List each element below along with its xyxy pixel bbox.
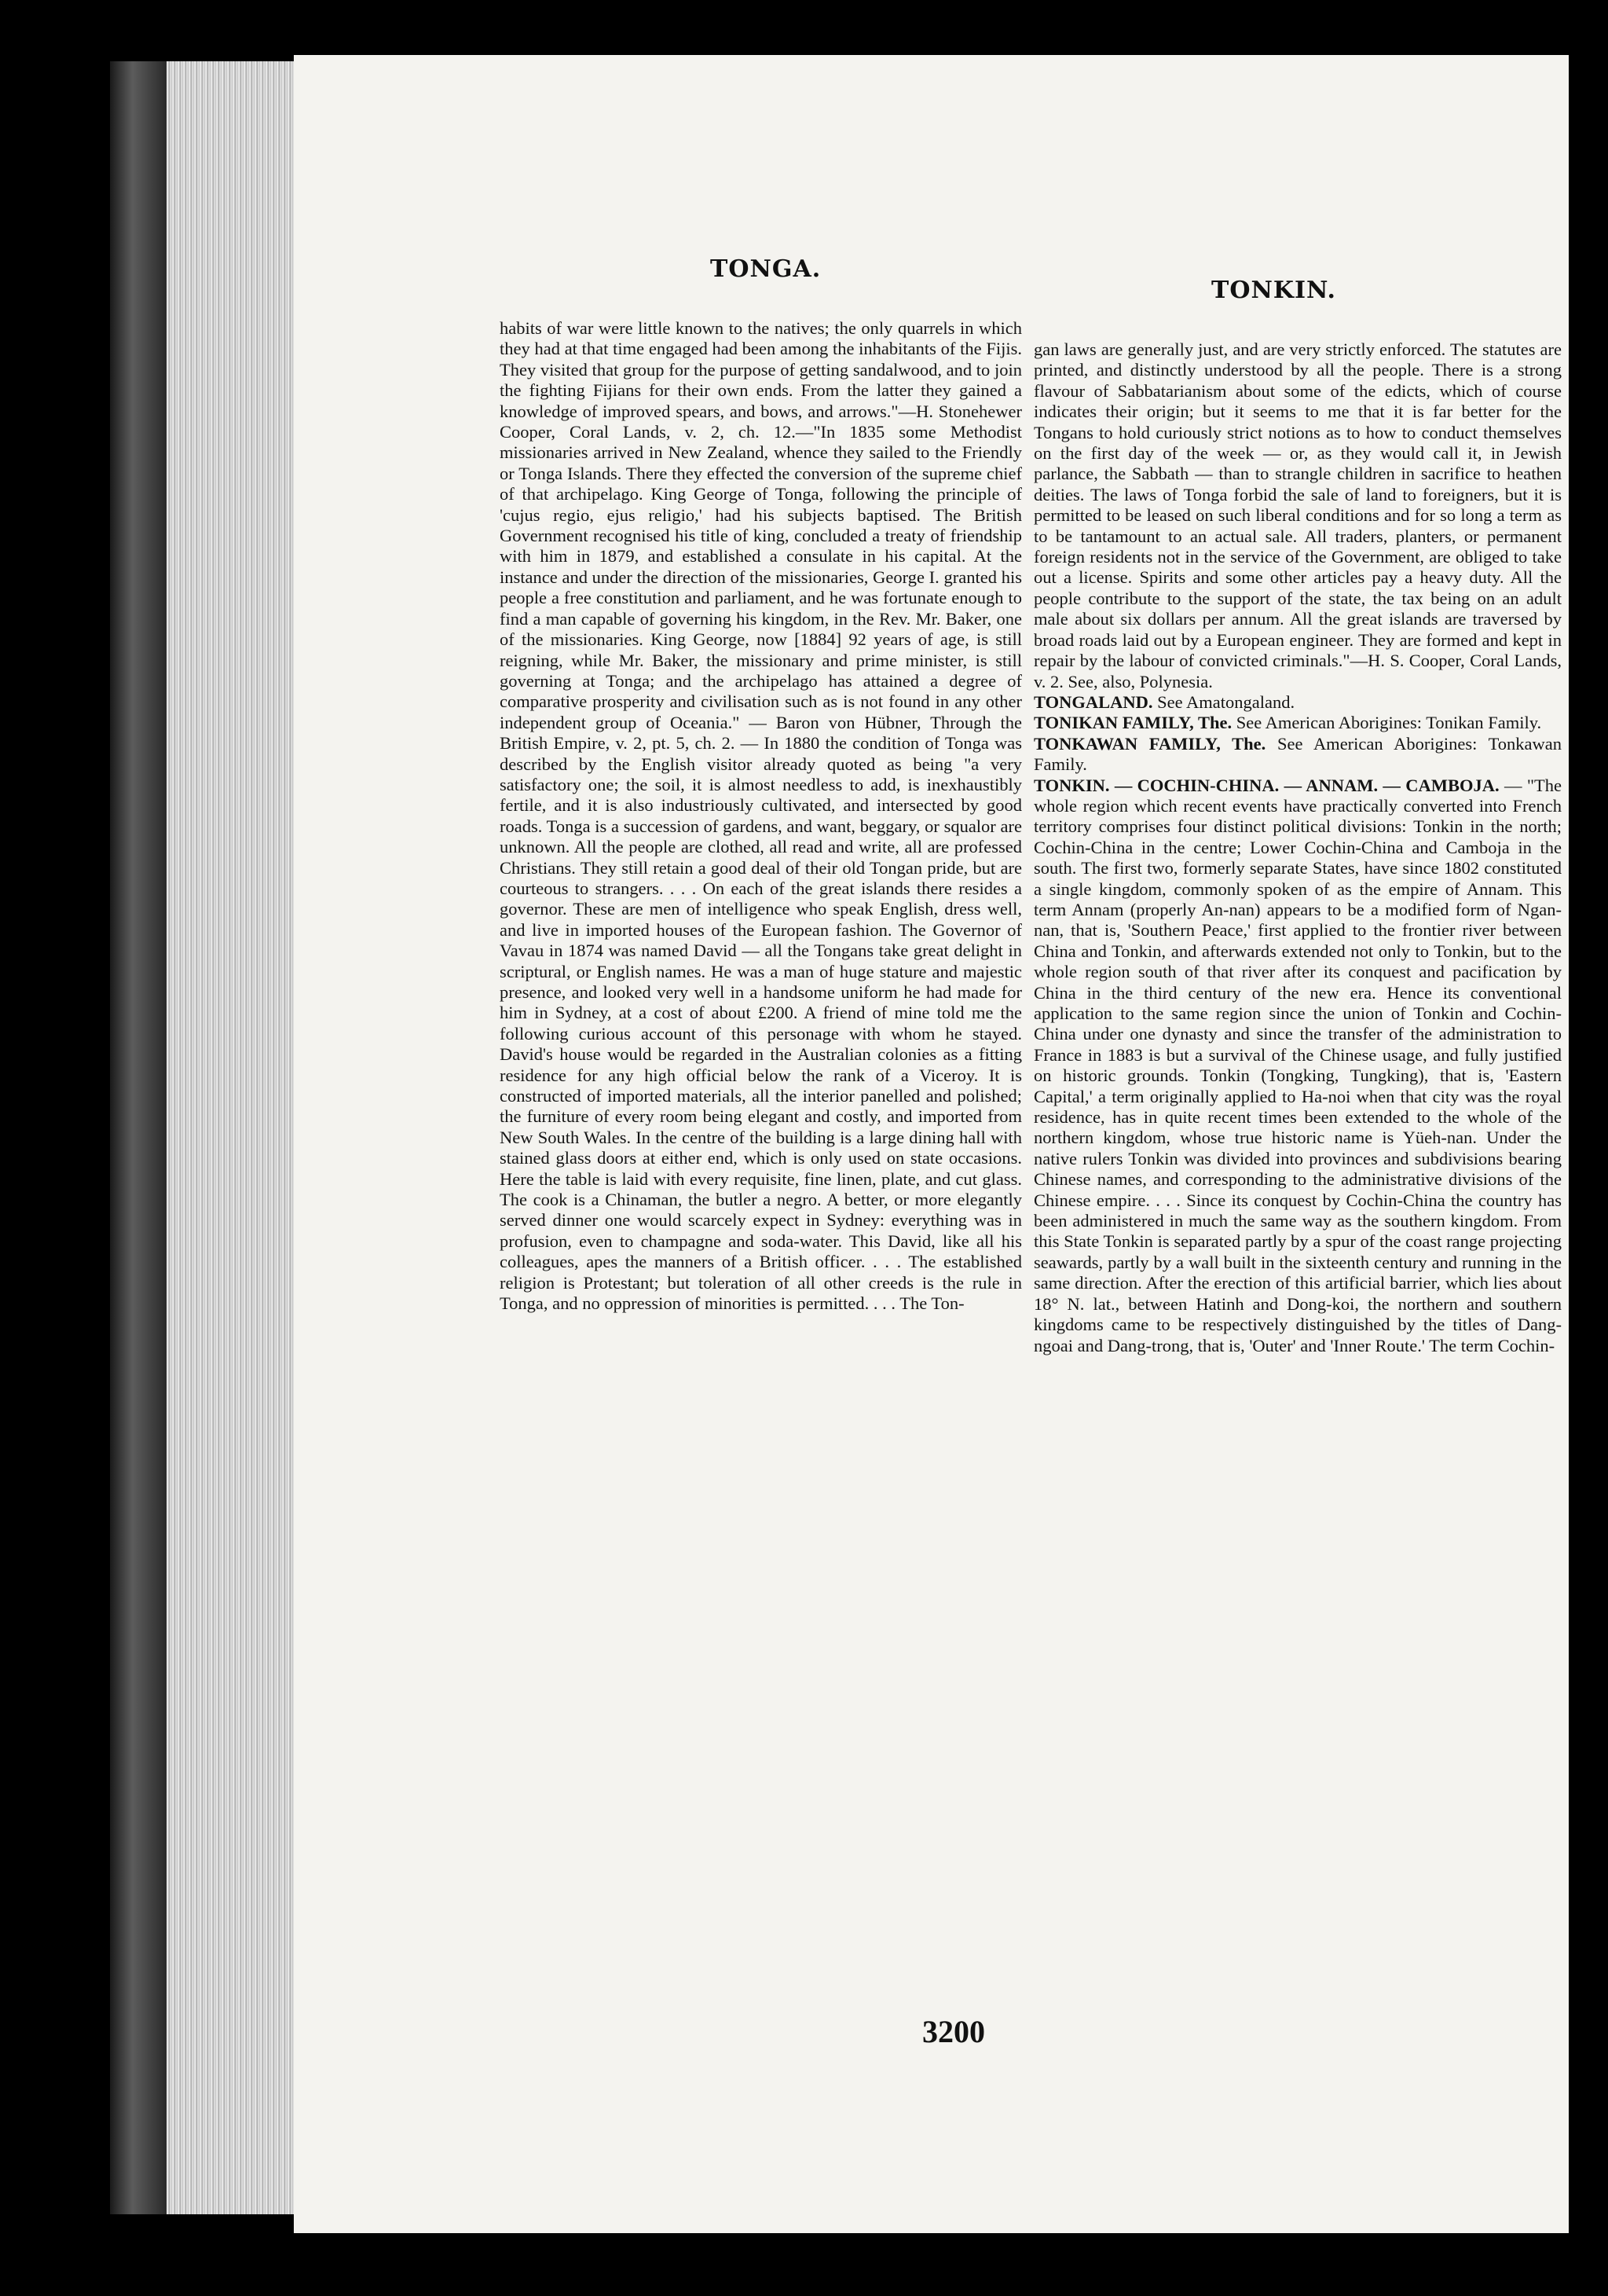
page-edges [167, 61, 294, 2214]
entry-head: TONIKAN FAMILY, The. [1034, 713, 1233, 733]
right-column [1034, 339, 1562, 1356]
entry-tongaland [1034, 692, 1562, 713]
book-spine [110, 61, 167, 2214]
page-number: 3200 [922, 2014, 985, 2049]
running-head-right: TONKIN. [1211, 277, 1336, 304]
entry-tonkin [1034, 776, 1562, 1356]
entry-tonikan-family [1034, 713, 1562, 733]
entry-tonkawan-family [1034, 734, 1562, 776]
entry-head: TONKAWAN FAMILY, The. [1034, 733, 1266, 754]
book-page [294, 55, 1569, 2233]
entry-body: See Amatongaland. [1157, 691, 1295, 712]
left-column-text: habits of war were little known to the natives; the only quarrels in which they had at that time engaged had been among the inhabitants of the Fijis. They visited that group for the purpose of getting sandalwood, and to join the fighting Fijians for their own ends. From the latter they gained a knowledge of improved spears, and bows, and arrows."—H. Stonehewer Cooper, Coral Lands, v. 2, ch. 12.—"In 1835 some Methodist missionaries arrived in New Zealand, whence they sailed to the Friendly or Tonga Islands. There they effected the conversion of the supreme chief of that archipelago. King George of Tonga, following the principle of 'cujus regio, ejus religio,' had his subjects baptised. The British Government recognised his title of king, concluded a treaty of friendship with him in 1879, and established a consulate in his capital. At the instance and under the direction of the missionaries, George I. granted his people a free constitution and parliament, and he was fortunate enough to find a man capable of governing his kingdom, in the Rev. Mr. Baker, one of the missionaries. King George, now [1884] 92 years of age, is still reigning, while Mr. Baker, the missionary and prime minister, is still governing at Tonga; and the archipelago has attained a degree of comparative prosperity and civilisation such as is not found in any other independent group of Oceania." — Baron von Hübner, Through the British Empire, v. 2, pt. 5, ch. 2. — In 1880 the condition of Tonga was described by the English visitor already quoted as being "a very satisfactory one; the soil, it is almost needless to add, is inexhaustibly fertile, and it is also industriously cultivated, and intersected by good roads. Tonga is a succession of gardens, and want, beggary, or squalor are unknown. All the people are clothed, all read and write, all are professed Christians. They still retain a good deal of their old Tongan pride, but are courteous to strangers. . . . On each of the great islands there resides a governor. These are men of intelligence who speak English, dress well, and live in imported houses of the European fashion. The Governor of Vavau in 1874 was named David — all the Tongans take great delight in scriptural, or English names. He was a man of huge stature and majestic presence, and looked very well in a handsome uniform he had made for him in Sydney, at a cost of about £200. A friend of mine told me the following curious account of this personage with whom he stayed. David's house would be regarded in the Australian colonies as a fitting residence for any high official below the rank of a Viceroy. It is constructed of imported materials, all the interior panelled and polished; the furniture of every room being elegant and costly, and imported from New South Wales. In the centre of the building is a large dining hall with stained glass doors at either end, which is only used on state occasions. Here the table is laid with every requisite, fine linen, plate, and cut glass. The cook is a Chinaman, the butler a negro. A better, or more elegantly served dinner one would scarcely expect in Sydney: everything was in profusion, even to champagne and soda-water. This David, like all his colleagues, apes the manners of a British officer. . . . The established religion is Protestant; but toleration of all other creeds is the rule in Tonga, and no oppression of minorities is permitted. . . . The Ton- [500, 318, 1022, 1314]
entry-body: — "The whole region which recent events have practically converted into French territory comprises four distinct political divisions: Tonkin in the north; Cochin-China in the centre; Lower Cochin-China and Camboja in the south. The first two, formerly separate States, have since 1802 constituted a single kingdom, commonly spoken of as the empire of Annam. This term Annam (properly An-nan) appears to be a modified form of Ngan-nan, that is, 'Southern Peace,' first applied to the frontier river between China and Tonkin, and afterwards extended not only to Tonkin, but to the whole region south of that river after its conquest and pacification by China in the third century of the new era. Hence its conventional application to the same region since the union of Tonkin and Cochin-China under one dynasty and since the transfer of the administration to France in 1883 is but a survival of the Chinese usage, and fully justified on historic grounds. Tonkin (Tongking, Tungking), that is, 'Eastern Capital,' a term originally applied to Ha-noi when that city was the royal residence, has in quite recent times been extended to the whole of the northern kingdom, whose true historic name is Yüeh-nan. Under the native rulers Tonkin was divided into provinces and subdivisions bearing Chinese names, and corresponding to the administrative divisions of the Chinese empire. . . . Since its conquest by Cochin-China the country has been administered in much the same way as the southern kingdom. From this State Tonkin is separated partly by a spur of the coast range projecting seawards, partly by a wall built in the sixteenth century and running in the same direction. After the erection of this artificial barrier, which lies about 18° N. lat., between Hatinh and Dong-koi, the northern and southern kingdoms came to be respectively distinguished by the titles of Dang-ngoai and Dang-trong, that is, 'Outer' and 'Inner Route.' The term Cochin- [1034, 775, 1562, 1355]
right-column-continued-text: gan laws are generally just, and are very strictly enforced. The statutes are printed, and distinctly understood by all the people. There is a strong flavour of Sabbatarianism about some of the edicts, which of course indicates their origin; but it seems to me that it is far better for the Tongans to hold curiously strict notions as to how to conduct themselves on the first day of the week — or, as they would call it, in Jewish parlance, the Sabbath — than to strangle children in sacrifice to heathen deities. The laws of Tonga forbid the sale of land to foreigners, but it is permitted to be leased on such liberal conditions and for so long a term as to be tantamount to an actual sale. All traders, planters, or permanent foreign residents not in the service of the Government, are obliged to take out a license. Spirits and some other articles pay a heavy duty. All the people contribute to the support of the state, the tax being on an adult male about six dollars per annum. All the great islands are traversed by broad roads laid out by a European engineer. They are formed and kept in repair by the labour of convicted criminals."—H. S. Cooper, Coral Lands, v. 2. See, also, Polynesia. [1034, 339, 1562, 691]
entry-head: TONGALAND. [1034, 691, 1153, 712]
left-column [500, 318, 1022, 1315]
entry-head: TONKIN. — COCHIN-CHINA. — ANNAM. — CAMBOJA. [1034, 775, 1500, 795]
entry-body: See American Aborigines: Tonikan Family. [1236, 713, 1542, 733]
entry-body: See American Aborigines: Tonkawan Family. [1034, 733, 1562, 775]
running-head-left: TONGA. [710, 255, 822, 283]
